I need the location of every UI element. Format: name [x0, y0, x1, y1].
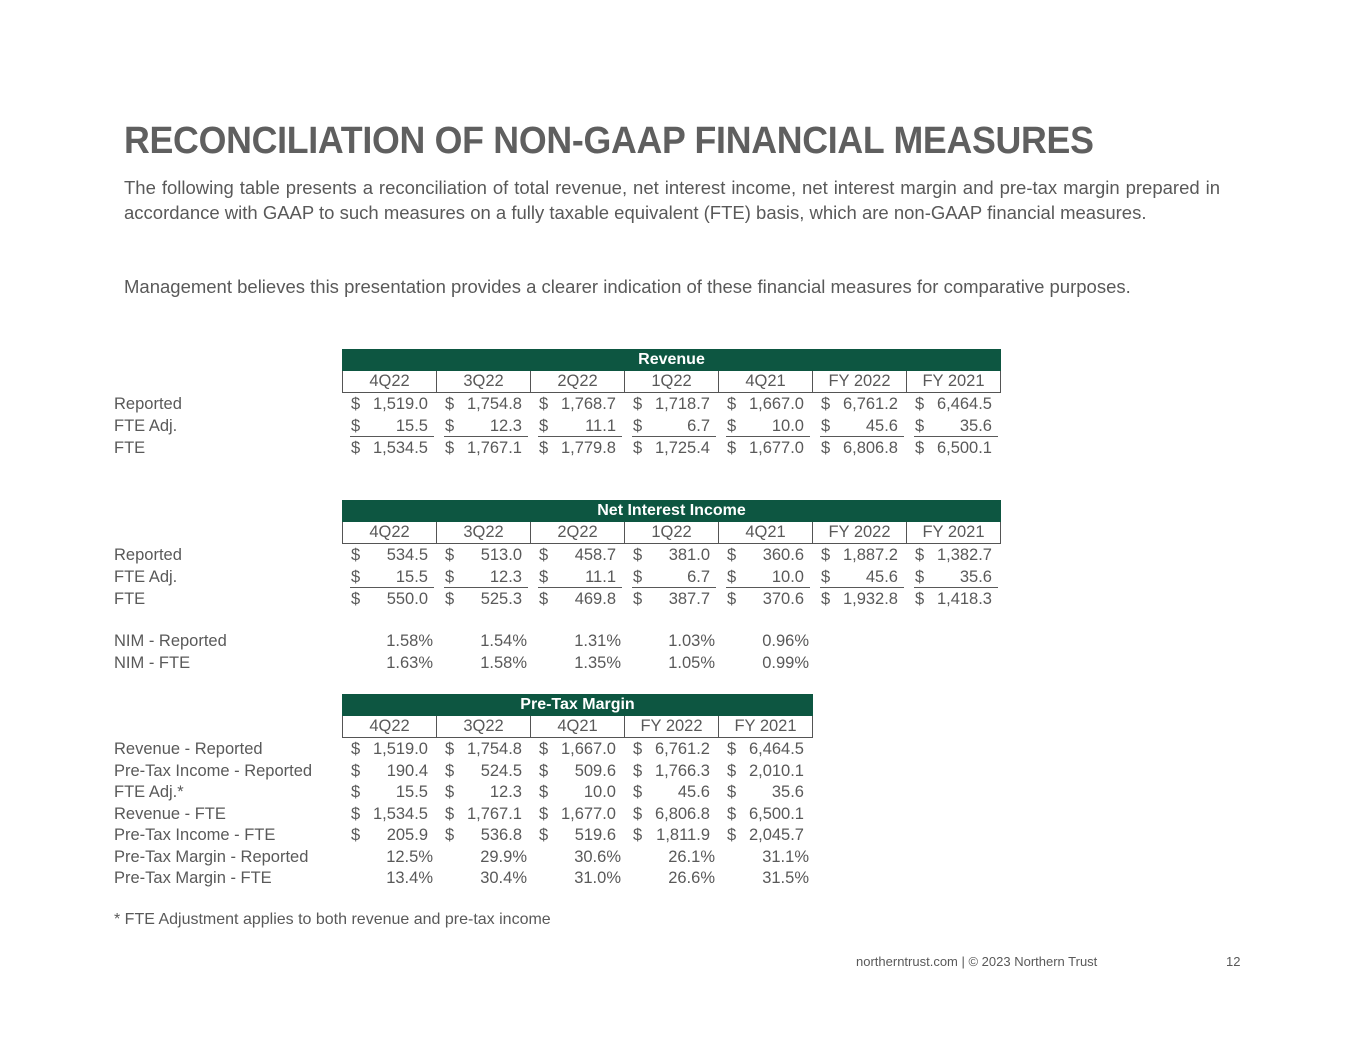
table-cell: 1,767.1: [466, 439, 522, 457]
table-cell: 0.99%: [762, 653, 809, 672]
column-header: 4Q22: [342, 716, 436, 738]
currency-symbol: $: [351, 826, 361, 844]
column-header: 4Q22: [342, 522, 436, 544]
currency-symbol: $: [351, 783, 361, 801]
table-cell: 35.6: [771, 783, 804, 801]
table-cell: 15.5: [395, 783, 428, 801]
currency-symbol: $: [821, 439, 831, 457]
currency-symbol: $: [351, 416, 361, 435]
currency-symbol: $: [633, 395, 643, 413]
table-header: Net Interest Income: [342, 500, 1001, 522]
row-label: Reported: [114, 395, 182, 413]
table-cell: 0.96%: [762, 632, 809, 650]
table-cell: 15.5: [395, 567, 428, 586]
table-cell: 35.6: [959, 567, 992, 586]
row-label: Revenue - Reported: [114, 740, 263, 758]
table-cell: 6,500.1: [748, 804, 804, 823]
currency-symbol: $: [727, 439, 737, 457]
table-cell: 1.63%: [386, 653, 433, 672]
table-cell: 6,806.8: [842, 439, 898, 457]
table-cell: 509.6: [574, 761, 616, 780]
row-label: FTE Adj.: [114, 416, 178, 435]
currency-symbol: $: [445, 740, 455, 758]
currency-symbol: $: [445, 546, 455, 564]
currency-symbol: $: [915, 395, 925, 413]
table-cell: 1,766.3: [654, 761, 710, 780]
currency-symbol: $: [445, 761, 455, 780]
currency-symbol: $: [539, 783, 549, 801]
underline-rule: [538, 436, 622, 437]
row-label: Revenue - FTE: [114, 804, 226, 823]
currency-symbol: $: [351, 804, 361, 823]
table-cell: 1,779.8: [560, 439, 616, 457]
table-cell: 525.3: [480, 590, 522, 608]
currency-symbol: $: [633, 761, 643, 780]
intro-paragraph: The following table presents a reconciliation of total revenue, net interest income, net interest margin and pre-tax margin prepared in accordance with GAAP to such measures on a fully taxable equivalent (FTE) basis, which are non-GAAP financial measures.: [124, 177, 1220, 223]
column-header: 4Q21: [718, 371, 812, 393]
table-header: Revenue: [342, 349, 1001, 371]
currency-symbol: $: [445, 439, 455, 457]
underline-rule: [350, 436, 434, 437]
currency-symbol: $: [727, 761, 737, 780]
table-cell: 1,767.1: [466, 804, 522, 823]
underline-rule: [632, 436, 716, 437]
table-cell: 6,806.8: [654, 804, 710, 823]
table-cell: 6,500.1: [936, 439, 992, 457]
table-cell: 519.6: [574, 826, 616, 844]
underline-rule: [632, 587, 716, 588]
table-cell: 370.6: [762, 590, 804, 608]
row-label: FTE: [114, 439, 146, 457]
table-cell: 1,519.0: [372, 395, 428, 413]
currency-symbol: $: [539, 761, 549, 780]
row-label: Pre-Tax Margin - FTE: [114, 869, 272, 887]
currency-symbol: $: [915, 590, 925, 608]
table-cell: 1,418.3: [936, 590, 992, 608]
currency-symbol: $: [633, 590, 643, 608]
currency-symbol: $: [633, 783, 643, 801]
currency-symbol: $: [539, 546, 549, 564]
currency-symbol: $: [821, 416, 831, 435]
currency-symbol: $: [633, 439, 643, 457]
currency-symbol: $: [915, 439, 925, 457]
table-cell: 13.4%: [386, 869, 433, 887]
row-label: NIM - Reported: [114, 632, 227, 650]
table-cell: 1,932.8: [842, 590, 898, 608]
currency-symbol: $: [821, 590, 831, 608]
table-cell: 550.0: [386, 590, 428, 608]
row-label: FTE: [114, 590, 146, 608]
table-cell: 30.6%: [574, 847, 621, 866]
table-cell: 6,761.2: [654, 740, 710, 758]
currency-symbol: $: [915, 567, 925, 586]
table-cell: 12.5%: [386, 847, 433, 866]
currency-symbol: $: [539, 416, 549, 435]
table-cell: 31.5%: [762, 869, 809, 887]
table-cell: 1,534.5: [372, 804, 428, 823]
table-cell: 45.6: [865, 567, 898, 586]
currency-symbol: $: [915, 416, 925, 435]
table-cell: 469.8: [574, 590, 616, 608]
table-cell: 1,667.0: [748, 395, 804, 413]
table-cell: 10.0: [771, 567, 804, 586]
table-cell: 26.1%: [668, 847, 715, 866]
table-cell: 10.0: [583, 783, 616, 801]
currency-symbol: $: [351, 590, 361, 608]
currency-symbol: $: [633, 546, 643, 564]
table-cell: 1,519.0: [372, 740, 428, 758]
currency-symbol: $: [539, 804, 549, 823]
currency-symbol: $: [351, 761, 361, 780]
table-cell: 31.0%: [574, 869, 621, 887]
table-cell: 6,464.5: [748, 740, 804, 758]
currency-symbol: $: [727, 546, 737, 564]
currency-symbol: $: [445, 567, 455, 586]
currency-symbol: $: [445, 590, 455, 608]
table-cell: 15.5: [395, 416, 428, 435]
column-header: 3Q22: [436, 522, 530, 544]
underline-rule: [914, 436, 998, 437]
table-cell: 1,725.4: [654, 439, 710, 457]
currency-symbol: $: [727, 783, 737, 801]
column-header: 3Q22: [436, 371, 530, 393]
table-cell: 1,667.0: [560, 740, 616, 758]
currency-symbol: $: [351, 567, 361, 586]
table-cell: 11.1: [585, 416, 616, 435]
table-cell: 536.8: [480, 826, 522, 844]
table-cell: 29.9%: [480, 847, 527, 866]
table-cell: 6,464.5: [936, 395, 992, 413]
underline-rule: [444, 436, 528, 437]
column-header: 4Q21: [718, 522, 812, 544]
table-cell: 1.58%: [386, 632, 433, 650]
table-cell: 45.6: [865, 416, 898, 435]
table-cell: 1,677.0: [560, 804, 616, 823]
column-header: FY 2022: [812, 371, 906, 393]
underline-rule: [538, 587, 622, 588]
underline-rule: [726, 436, 810, 437]
table-cell: 6.7: [687, 416, 710, 435]
currency-symbol: $: [633, 804, 643, 823]
row-label: FTE Adj.*: [114, 783, 184, 801]
table-cell: 45.6: [677, 783, 710, 801]
currency-symbol: $: [633, 826, 643, 844]
table-cell: 1,754.8: [466, 395, 522, 413]
column-header: 4Q21: [530, 716, 624, 738]
currency-symbol: $: [821, 567, 831, 586]
currency-symbol: $: [821, 546, 831, 564]
table-cell: 6.7: [687, 567, 710, 586]
table-cell: 35.6: [959, 416, 992, 435]
table-cell: 30.4%: [480, 869, 527, 887]
table-cell: 1.54%: [480, 632, 527, 650]
column-header: 2Q22: [530, 371, 624, 393]
currency-symbol: $: [445, 826, 455, 844]
table-cell: 31.1%: [762, 847, 809, 866]
table-cell: 1.05%: [668, 653, 715, 672]
row-label: Pre-Tax Margin - Reported: [114, 847, 309, 866]
management-paragraph: Management believes this presentation provides a clearer indication of these financial measures for comparative purposes.: [124, 276, 1131, 297]
table-cell: 1,754.8: [466, 740, 522, 758]
currency-symbol: $: [445, 416, 455, 435]
footnote: * FTE Adjustment applies to both revenue and pre-tax income: [114, 911, 551, 928]
table-cell: 1,534.5: [372, 439, 428, 457]
currency-symbol: $: [727, 590, 737, 608]
table-cell: 1.58%: [480, 653, 527, 672]
column-header: 2Q22: [530, 522, 624, 544]
currency-symbol: $: [539, 826, 549, 844]
column-header: FY 2022: [624, 716, 718, 738]
table-cell: 1,768.7: [560, 395, 616, 413]
column-header: 4Q22: [342, 371, 436, 393]
footer-text: northerntrust.com | © 2023 Northern Trust: [856, 954, 1098, 969]
column-header: FY 2021: [906, 371, 1001, 393]
table-cell: 1.31%: [574, 632, 621, 650]
currency-symbol: $: [821, 395, 831, 413]
row-label: NIM - FTE: [114, 653, 191, 672]
currency-symbol: $: [727, 740, 737, 758]
table-cell: 6,761.2: [842, 395, 898, 413]
table-cell: 2,045.7: [748, 826, 804, 844]
table-cell: 205.9: [386, 826, 428, 844]
currency-symbol: $: [539, 567, 549, 586]
currency-symbol: $: [539, 590, 549, 608]
table-cell: 1,718.7: [654, 395, 710, 413]
row-label: FTE Adj.: [114, 567, 178, 586]
currency-symbol: $: [351, 740, 361, 758]
currency-symbol: $: [727, 567, 737, 586]
table-cell: 524.5: [480, 761, 522, 780]
column-header: 1Q22: [624, 371, 718, 393]
currency-symbol: $: [633, 416, 643, 435]
row-label: Pre-Tax Income - FTE: [114, 826, 276, 844]
table-cell: 1,382.7: [936, 546, 992, 564]
currency-symbol: $: [351, 395, 361, 413]
column-header: 3Q22: [436, 716, 530, 738]
table-cell: 1,677.0: [748, 439, 804, 457]
underline-rule: [914, 587, 998, 588]
currency-symbol: $: [727, 804, 737, 823]
table-cell: 1.03%: [668, 632, 715, 650]
underline-rule: [350, 587, 434, 588]
currency-symbol: $: [539, 740, 549, 758]
currency-symbol: $: [727, 416, 737, 435]
underline-rule: [444, 587, 528, 588]
currency-symbol: $: [539, 439, 549, 457]
table-cell: 11.1: [585, 567, 616, 586]
page-number: 12: [1226, 954, 1241, 969]
page-title: RECONCILIATION OF NON-GAAP FINANCIAL MEASURES: [124, 120, 1094, 162]
currency-symbol: $: [445, 783, 455, 801]
table-cell: 360.6: [762, 546, 804, 564]
table-cell: 1,811.9: [656, 826, 710, 844]
table-cell: 12.3: [489, 567, 522, 586]
underline-rule: [820, 436, 904, 437]
currency-symbol: $: [539, 395, 549, 413]
table-cell: 190.4: [386, 761, 428, 780]
table-cell: 12.3: [489, 416, 522, 435]
currency-symbol: $: [351, 546, 361, 564]
underline-rule: [726, 587, 810, 588]
underline-rule: [820, 587, 904, 588]
table-header: Pre-Tax Margin: [342, 694, 813, 716]
table-cell: 1,887.2: [842, 546, 898, 564]
table-cell: 26.6%: [668, 869, 715, 887]
column-header: FY 2021: [906, 522, 1001, 544]
currency-symbol: $: [445, 804, 455, 823]
table-cell: 381.0: [668, 546, 710, 564]
currency-symbol: $: [633, 740, 643, 758]
table-cell: 534.5: [386, 546, 428, 564]
column-header: 1Q22: [624, 522, 718, 544]
currency-symbol: $: [445, 395, 455, 413]
table-cell: 12.3: [489, 783, 522, 801]
currency-symbol: $: [351, 439, 361, 457]
table-cell: 458.7: [574, 546, 616, 564]
column-header: FY 2021: [718, 716, 813, 738]
row-label: Pre-Tax Income - Reported: [114, 761, 313, 780]
table-cell: 2,010.1: [748, 761, 804, 780]
currency-symbol: $: [727, 395, 737, 413]
table-cell: 513.0: [480, 546, 522, 564]
column-header: FY 2022: [812, 522, 906, 544]
currency-symbol: $: [633, 567, 643, 586]
table-cell: 10.0: [771, 416, 804, 435]
currency-symbol: $: [915, 546, 925, 564]
table-cell: 1.35%: [574, 653, 621, 672]
row-label: Reported: [114, 546, 182, 564]
table-cell: 387.7: [668, 590, 710, 608]
currency-symbol: $: [727, 826, 737, 844]
